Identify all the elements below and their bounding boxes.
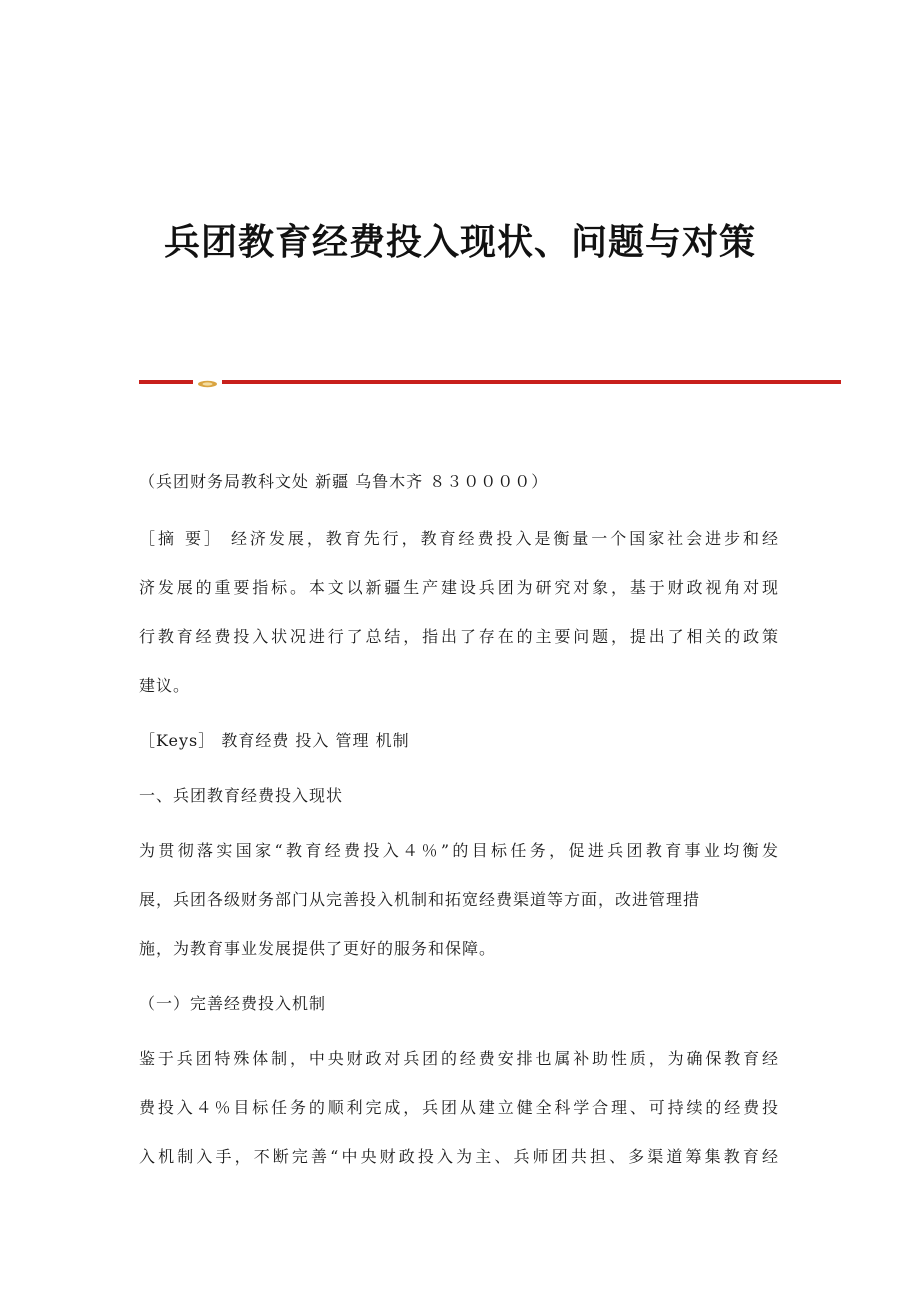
subsection-heading: （一）完善经费投入机制 [139, 994, 327, 1013]
paragraph-line: 费投入４％目标任务的顺利完成，兵团从建立健全科学合理、可持续的经费投 [139, 1098, 779, 1117]
paragraph-line: 展，兵团各级财务部门从完善投入机制和拓宽经费渠道等方面，改进管理措 [139, 890, 701, 909]
abstract-line: 济发展的重要指标。本文以新疆生产建设兵团为研究对象，基于财政视角对现 [139, 578, 779, 597]
affiliation: （兵团财务局教科文处 新疆 乌鲁木齐 ８３００００） [139, 472, 549, 491]
abstract-line: ［摘 要］ 经济发展，教育先行，教育经费投入是衡量一个国家社会进步和经 [139, 529, 779, 548]
document-title: 兵团教育经费投入现状、问题与对策 [163, 221, 756, 263]
section-heading: 一、兵团教育经费投入现状 [139, 786, 344, 805]
paragraph-line: 为贯彻落实国家“教育经费投入４％”的目标任务，促进兵团教育事业均衡发 [139, 841, 779, 860]
keywords: ［Keys］ 教育经费 投入 管理 机制 [139, 731, 410, 750]
paragraph-line: 施，为教育事业发展提供了更好的服务和保障。 [139, 939, 497, 958]
paragraph-line: 入机制入手，不断完善“中央财政投入为主、兵师团共担、多渠道筹集教育经 [139, 1147, 779, 1166]
rule-ornament-icon [197, 380, 218, 388]
paragraph-line: 鉴于兵团特殊体制，中央财政对兵团的经费安排也属补助性质，为确保教育经 [139, 1049, 779, 1068]
abstract-line: 建议。 [139, 676, 191, 695]
title-rule-left [139, 380, 193, 384]
abstract-line: 行教育经费投入状况进行了总结，指出了存在的主要问题，提出了相关的政策 [139, 627, 779, 646]
title-rule-right [222, 380, 841, 384]
